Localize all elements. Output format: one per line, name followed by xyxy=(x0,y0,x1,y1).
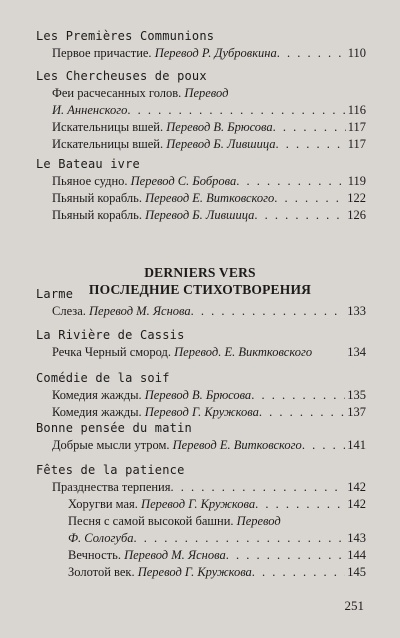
entry-translator: Перевод Р. Дубровкина xyxy=(154,46,277,60)
toc-section xyxy=(36,327,366,361)
toc-entry[interactable] xyxy=(36,102,366,119)
toc-entry[interactable] xyxy=(36,303,366,320)
entry-title xyxy=(52,344,312,361)
section-heading: Le Bateau ivre xyxy=(36,157,140,171)
entry-translator: Перевод Е. Витковского xyxy=(145,191,275,205)
toc-entry[interactable] xyxy=(36,136,366,153)
leader-dots xyxy=(302,437,345,454)
entry-translator: Перевод М. Яснова xyxy=(124,548,226,562)
entry-page-number xyxy=(364,513,366,530)
entry-title xyxy=(52,85,228,102)
entry-page-number: 117 xyxy=(347,137,366,151)
toc-entry[interactable] xyxy=(36,344,366,361)
leader-dots xyxy=(281,513,364,530)
toc-entry[interactable] xyxy=(36,437,366,454)
entry-title-text: Искательницы вшей. xyxy=(52,120,167,134)
entry-title xyxy=(68,564,252,581)
entry-page-number: 126 xyxy=(347,208,366,222)
entry-translator: Перевод В. Брюсова xyxy=(144,388,252,402)
toc-section xyxy=(36,462,366,581)
entry-page-number: 134 xyxy=(347,345,366,359)
entry-title-text: Добрые мысли утром. xyxy=(52,438,173,452)
entry-title xyxy=(68,547,226,564)
entry-page-number: 144 xyxy=(347,548,366,562)
entry-page-number: 142 xyxy=(347,497,366,511)
entry-translator: Перевод Е. Витковского xyxy=(172,438,302,452)
entry-translator: И. Анненского xyxy=(52,103,128,117)
section-heading: Comédie de la soif xyxy=(36,371,170,385)
toc-entry[interactable] xyxy=(36,85,366,102)
toc-entry[interactable] xyxy=(36,119,366,136)
leader-dots xyxy=(273,119,346,136)
toc-entry[interactable] xyxy=(36,530,366,547)
entry-title xyxy=(68,513,281,530)
section-heading: Fêtes de la patience xyxy=(36,463,185,477)
entry-title-text: Празднества терпения xyxy=(52,480,171,494)
toc-entry[interactable] xyxy=(36,404,366,421)
entry-title-text: Вечность. xyxy=(68,548,125,562)
entry-title xyxy=(52,387,251,404)
section-heading: La Rivière de Cassis xyxy=(36,328,185,342)
entry-translator: Перевод В. Брюсова xyxy=(166,120,273,134)
entry-translator: Перевод Г. Кружкова xyxy=(144,405,259,419)
entry-title-text: Слеза. xyxy=(52,304,90,318)
entry-title-text: Золотой век. xyxy=(68,565,138,579)
toc-section xyxy=(36,28,366,62)
entry-title xyxy=(52,207,254,224)
part-title-french: DERNIERS VERS xyxy=(144,265,256,280)
entry-translator: Перевод Г. Кружкова xyxy=(137,565,252,579)
toc-section xyxy=(36,156,366,224)
entry-translator: Ф. Сологуба xyxy=(68,531,134,545)
entry-title-text: Комедия жажды. xyxy=(52,388,145,402)
entry-title-text: Песня с самой высокой башни. xyxy=(68,514,237,528)
leader-dots xyxy=(226,547,346,564)
toc-entry[interactable] xyxy=(36,479,366,496)
toc-entry[interactable] xyxy=(36,513,366,530)
entry-title-text: Искательницы вшей. xyxy=(52,137,167,151)
toc-entry[interactable] xyxy=(36,564,366,581)
section-heading: Les Premières Communions xyxy=(36,29,215,43)
toc-section xyxy=(36,286,366,320)
toc-entry[interactable] xyxy=(36,496,366,513)
leader-dots xyxy=(276,136,346,153)
entry-translator: Перевод М. Яснова xyxy=(89,304,191,318)
entry-title-text: Первое причастие. xyxy=(52,46,155,60)
entry-title xyxy=(52,479,171,496)
leader-dots xyxy=(191,303,346,320)
entry-title xyxy=(68,530,133,547)
toc-section xyxy=(36,420,366,454)
entry-page-number: 135 xyxy=(347,388,366,402)
leader-dots xyxy=(252,564,345,581)
entry-translator: Перевод. Е. Виктковского xyxy=(174,345,313,359)
entry-translator: Перевод С. Боброва xyxy=(130,174,237,188)
page-number: 251 xyxy=(344,598,364,613)
entry-title xyxy=(52,119,273,136)
entry-page-number: 116 xyxy=(347,103,366,117)
leader-dots xyxy=(254,207,345,224)
entry-title-text: Пьяное судно. xyxy=(52,174,131,188)
entry-translator: Перевод Б. Лившица xyxy=(166,137,276,151)
toc-section xyxy=(36,370,366,421)
entry-title xyxy=(52,45,277,62)
toc-entry[interactable] xyxy=(36,387,366,404)
entry-page-number: 110 xyxy=(347,46,366,60)
entry-page-number: 122 xyxy=(347,191,366,205)
entry-title xyxy=(52,102,127,119)
entry-page-number: 143 xyxy=(347,531,366,545)
leader-dots xyxy=(259,404,345,421)
entry-title xyxy=(52,136,276,153)
leader-dots xyxy=(274,190,345,207)
entry-translator: Перевод Г. Кружкова xyxy=(141,497,256,511)
toc-section xyxy=(36,68,366,153)
leader-dots xyxy=(251,387,345,404)
entry-page-number: 119 xyxy=(347,174,366,188)
entry-title xyxy=(52,173,236,190)
toc-entry[interactable] xyxy=(36,190,366,207)
entry-page-number: 142 xyxy=(347,480,366,494)
leader-dots xyxy=(277,45,346,62)
entry-page-number xyxy=(364,85,366,102)
entry-title xyxy=(68,496,255,513)
entry-title-text: Комедия жажды. xyxy=(52,405,145,419)
leader-dots xyxy=(312,344,345,361)
entry-title-text: Речка Черный смород. xyxy=(52,345,175,359)
entry-translator: Перевод Б. Лившица xyxy=(145,208,255,222)
toc-entry[interactable] xyxy=(36,173,366,190)
entry-title-text: Пьяный корабль. xyxy=(52,191,146,205)
entry-page-number: 117 xyxy=(347,120,366,134)
leader-dots xyxy=(255,496,345,513)
section-heading: Larme xyxy=(36,287,74,301)
entry-page-number: 133 xyxy=(347,304,366,318)
entry-page-number: 145 xyxy=(347,565,366,579)
entry-title xyxy=(52,303,191,320)
entry-title xyxy=(52,437,302,454)
entry-title xyxy=(52,190,274,207)
leader-dots xyxy=(133,530,345,547)
leader-dots xyxy=(171,479,346,496)
entry-title xyxy=(52,404,259,421)
entry-title-text: Пьяный корабль. xyxy=(52,208,146,222)
entry-page-number: 141 xyxy=(347,438,366,452)
entry-page-number: 137 xyxy=(347,405,366,419)
toc-entry[interactable] xyxy=(36,547,366,564)
leader-dots xyxy=(127,102,345,119)
toc-entry[interactable] xyxy=(36,207,366,224)
part-title-russian: ПОСЛЕДНИЕ СТИХОТВОРЕНИЯ xyxy=(88,282,312,297)
leader-dots xyxy=(228,85,364,102)
leader-dots xyxy=(236,173,345,190)
section-heading: Bonne pensée du matin xyxy=(36,421,192,435)
entry-title-text: Хоругви мая. xyxy=(68,497,142,511)
entry-title-text: Феи расчесанных голов. xyxy=(52,86,185,100)
section-heading: Les Chercheuses de poux xyxy=(36,69,207,83)
entry-translator: Перевод xyxy=(184,86,229,100)
entry-translator: Перевод xyxy=(236,514,281,528)
toc-entry[interactable] xyxy=(36,45,366,62)
